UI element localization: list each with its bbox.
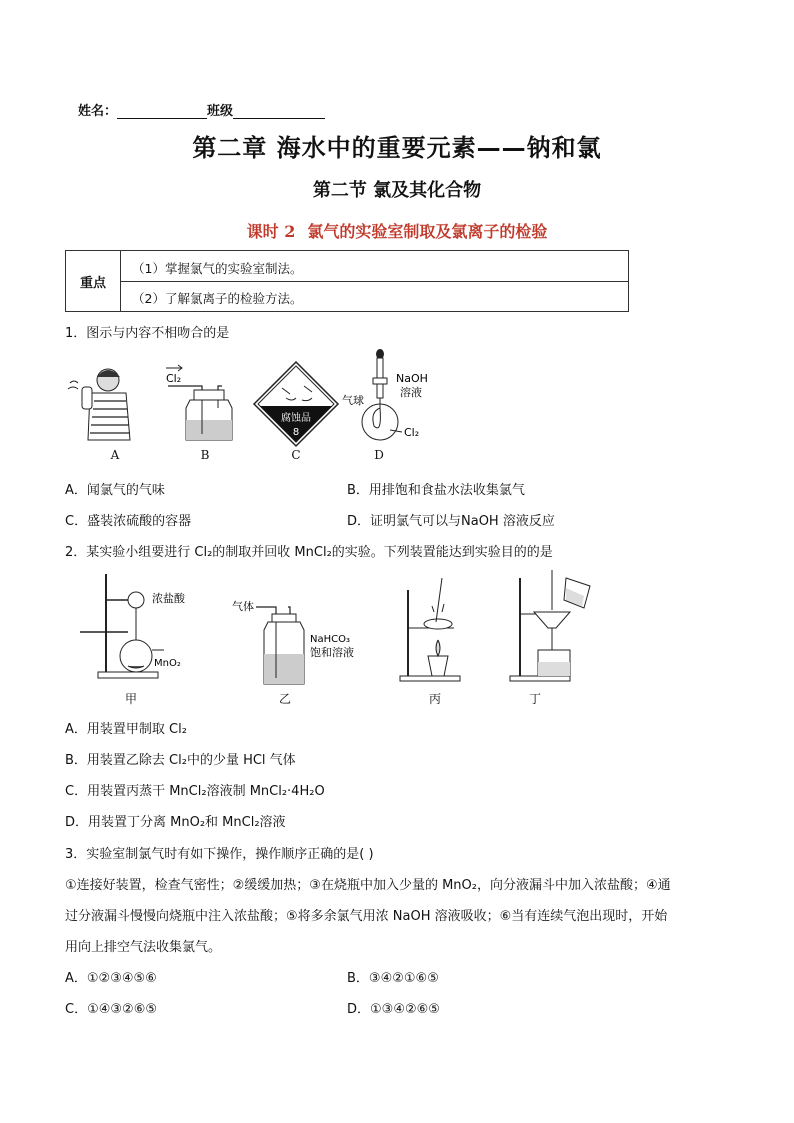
q1-fig-d-reagent1: NaOH [396,372,428,385]
lesson-name: 氯气的实验室制取及氯离子的检验 [307,222,548,241]
q2-option-b[interactable]: B．用装置乙除去 Cl₂中的少量 HCl 气体 [65,753,296,768]
q1-fig-c-text1: 腐蚀品 [281,413,311,424]
q2-fig-yi-reagent1: NaHCO₃ [310,634,350,645]
q2-fig-label-bing: 丙 [428,692,441,706]
q2-option-c[interactable]: C．用装置丙蒸干 MnCl₂溶液制 MnCl₂·4H₂O [65,784,325,799]
q1-option-b[interactable]: B．用排饱和食盐水法收集氯气 [347,483,525,498]
q3-body-line-3: 用向上排空气法收集氯气。 [65,940,222,955]
section-title: 第二节 氯及其化合物 [312,180,482,201]
q2-stem: 2．某实验小组要进行 Cl₂的制取并回收 MnCl₂的实验。下列装置能达到实验目的的是 [65,545,553,560]
q1-fig-b-gas: Cl₂ [166,372,182,385]
q1-fig-label-c: C [291,448,301,462]
q1-fig-label-d: D [374,448,384,462]
class-blank[interactable] [233,104,325,119]
q3-body-line-2: 过分液漏斗慢慢向烧瓶中注入浓盐酸；⑤将多余氯气用浓 NaOH 溶液吸收；⑥当有连续气泡出现时，开始 [65,909,668,924]
q1-figure-a [60,365,160,445]
q2-option-d[interactable]: D．用装置丁分离 MnO₂和 MnCl₂溶液 [65,815,286,830]
name-blank[interactable] [117,104,207,119]
q2-option-a[interactable]: A．用装置甲制取 Cl₂ [65,722,187,737]
q3-option-a[interactable]: A．①②③④⑤⑥ [65,971,157,986]
q2-fig-label-jia: 甲 [124,692,137,706]
q2-fig-jia-acid: 浓盐酸 [152,592,185,605]
q3-body-line-1: ①连接好装置，检查气密性；②缓缓加热；③在烧瓶中加入少量的 MnO₂，向分液漏斗中加入浓盐酸；④通 [65,878,671,893]
lesson-prefix: 课时 2 [246,222,296,241]
q1-fig-label-b: B [200,448,210,462]
chapter-title: 第二章 海水中的重要元素——钠和氯 [192,134,602,162]
q1-figure-c [252,360,340,448]
q1-figure-d [340,348,440,446]
q2-fig-yi-reagent2: 饱和溶液 [310,646,354,659]
lesson-title [0,219,794,242]
q3-option-d[interactable]: D．①③④②⑥⑤ [347,1002,440,1017]
key-points-label: 重点 [66,251,121,311]
q1-fig-label-a: A [110,448,120,462]
class-label: 班级 [207,104,234,119]
q3-option-c[interactable]: C．①④③②⑥⑤ [65,1002,158,1017]
q2-figure-ding [508,566,608,682]
q2-figure-yi [232,598,352,688]
q2-fig-label-ding: 丁 [528,692,541,706]
q1-figure-b [162,368,242,446]
q1-fig-d-gas: Cl₂ [404,426,420,439]
q1-option-c[interactable]: C．盛装浓硫酸的容器 [65,514,192,529]
q3-option-b[interactable]: B．③④②①⑥⑤ [347,971,439,986]
key-point-1: （1）掌握氯气的实验室制法。 [132,261,303,276]
q1-fig-d-reagent2: 溶液 [400,386,422,399]
name-class-line [78,100,325,119]
q1-option-a[interactable]: A．闻氯气的气味 [65,483,165,498]
q1-option-d[interactable]: D．证明氯气可以与NaOH 溶液反应 [347,514,555,529]
q1-fig-d-balloon: 气球 [342,394,364,407]
name-label: 姓名： [78,104,118,119]
q2-fig-yi-gas: 气体 [232,600,254,613]
q2-figure-jia [78,570,208,682]
q3-stem: 3．实验室制氯气时有如下操作，操作顺序正确的是( ) [65,847,374,862]
q2-fig-jia-solid: MnO₂ [154,658,181,669]
key-point-2: （2）了解氯离子的检验方法。 [132,291,303,306]
q2-figure-bing [398,576,468,682]
q1-fig-c-text2: 8 [292,427,300,438]
q1-stem: 1．图示与内容不相吻合的是 [65,326,230,341]
q2-fig-label-yi: 乙 [278,692,291,706]
key-points-table [65,250,629,312]
